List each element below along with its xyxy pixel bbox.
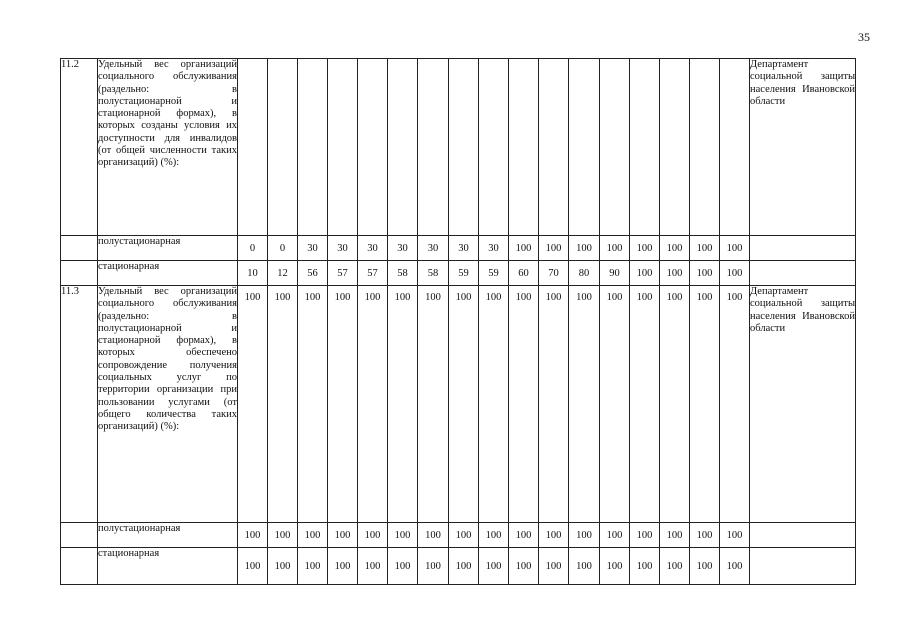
value-cell: 100 <box>268 548 298 585</box>
value-cell: 100 <box>328 548 358 585</box>
form-label: стационарная <box>98 261 238 286</box>
value-cell <box>600 59 630 236</box>
value-cell: 60 <box>509 261 539 286</box>
form-label: полустационарная <box>98 523 238 548</box>
value-cell: 59 <box>479 261 509 286</box>
value-cell: 100 <box>660 261 690 286</box>
value-cell: 100 <box>479 523 509 548</box>
value-cell <box>388 59 418 236</box>
value-cell <box>630 59 660 236</box>
section-number: 11.2 <box>61 59 98 236</box>
subrow <box>61 261 856 286</box>
value-cell: 100 <box>539 286 569 523</box>
value-cell: 80 <box>569 261 600 286</box>
value-cell: 100 <box>388 548 418 585</box>
value-cell: 100 <box>238 286 268 523</box>
value-cell: 30 <box>328 236 358 261</box>
value-cell: 100 <box>600 286 630 523</box>
value-cell <box>358 59 388 236</box>
value-cell <box>720 59 750 236</box>
value-cell: 100 <box>539 548 569 585</box>
value-cell: 100 <box>569 286 600 523</box>
value-cell <box>268 59 298 236</box>
value-cell: 30 <box>388 236 418 261</box>
value-cell <box>449 59 479 236</box>
value-cell <box>238 59 268 236</box>
indicators-table <box>60 58 856 585</box>
value-cell: 100 <box>449 548 479 585</box>
value-cell: 100 <box>358 523 388 548</box>
value-cell: 57 <box>328 261 358 286</box>
form-label: стационарная <box>98 548 238 585</box>
responsible-department: Департамент социальной защиты населения Ивановской области <box>750 59 856 236</box>
value-cell: 100 <box>539 523 569 548</box>
value-cell: 100 <box>509 548 539 585</box>
value-cell <box>418 59 449 236</box>
value-cell: 100 <box>720 286 750 523</box>
subrow <box>61 548 856 585</box>
value-cell: 100 <box>479 286 509 523</box>
value-cell: 100 <box>720 523 750 548</box>
value-cell: 90 <box>600 261 630 286</box>
value-cell: 57 <box>358 261 388 286</box>
empty-cell <box>750 548 856 585</box>
indicator-name: Удельный вес организаций социального обслуживания (раздельно: в полустационарной и стационарной формах), в которых созданы условия их доступности для инвалидов (от общей численности таких организаций) (%): <box>98 59 238 236</box>
value-cell: 100 <box>600 548 630 585</box>
subrow <box>61 236 856 261</box>
indicator-name: Удельный вес организаций социального обслуживания (раздельно: в полустационарной и стационарной формах), в которых обеспечено сопровождение получения социальных услуг по территории организации при пользовании услугами (от общего количества таких организаций) (%): <box>98 286 238 523</box>
value-cell: 30 <box>479 236 509 261</box>
subrow <box>61 523 856 548</box>
value-cell: 12 <box>268 261 298 286</box>
value-cell: 30 <box>358 236 388 261</box>
section-row <box>61 59 856 236</box>
value-cell: 100 <box>268 286 298 523</box>
value-cell: 100 <box>509 286 539 523</box>
value-cell: 100 <box>720 548 750 585</box>
value-cell: 100 <box>358 286 388 523</box>
value-cell: 100 <box>298 548 328 585</box>
value-cell: 100 <box>690 523 720 548</box>
value-cell: 100 <box>539 236 569 261</box>
empty-cell <box>750 236 856 261</box>
value-cell: 100 <box>600 523 630 548</box>
value-cell: 100 <box>238 523 268 548</box>
value-cell: 58 <box>388 261 418 286</box>
value-cell: 100 <box>660 286 690 523</box>
value-cell: 100 <box>268 523 298 548</box>
empty-cell <box>61 548 98 585</box>
value-cell: 30 <box>449 236 479 261</box>
value-cell: 100 <box>418 523 449 548</box>
value-cell <box>479 59 509 236</box>
value-cell: 100 <box>449 286 479 523</box>
value-cell: 100 <box>660 236 690 261</box>
value-cell: 100 <box>569 236 600 261</box>
value-cell: 70 <box>539 261 569 286</box>
value-cell: 100 <box>569 548 600 585</box>
value-cell <box>298 59 328 236</box>
section-number: 11.3 <box>61 286 98 523</box>
value-cell <box>509 59 539 236</box>
responsible-department: Департамент социальной защиты населения Ивановской области <box>750 286 856 523</box>
value-cell: 100 <box>328 523 358 548</box>
page-number: 35 <box>858 30 870 44</box>
value-cell: 100 <box>630 523 660 548</box>
value-cell <box>569 59 600 236</box>
value-cell: 100 <box>509 236 539 261</box>
value-cell: 100 <box>449 523 479 548</box>
section-row <box>61 286 856 523</box>
value-cell: 58 <box>418 261 449 286</box>
value-cell: 10 <box>238 261 268 286</box>
value-cell: 100 <box>690 261 720 286</box>
value-cell: 100 <box>298 523 328 548</box>
value-cell: 30 <box>298 236 328 261</box>
value-cell: 100 <box>388 523 418 548</box>
value-cell: 56 <box>298 261 328 286</box>
empty-cell <box>750 523 856 548</box>
value-cell: 100 <box>238 548 268 585</box>
value-cell: 100 <box>358 548 388 585</box>
value-cell: 100 <box>569 523 600 548</box>
value-cell: 100 <box>630 286 660 523</box>
value-cell: 0 <box>268 236 298 261</box>
value-cell: 30 <box>418 236 449 261</box>
value-cell: 100 <box>600 236 630 261</box>
empty-cell <box>61 523 98 548</box>
value-cell: 100 <box>479 548 509 585</box>
value-cell: 59 <box>449 261 479 286</box>
value-cell: 100 <box>388 286 418 523</box>
value-cell: 0 <box>238 236 268 261</box>
value-cell: 100 <box>630 236 660 261</box>
value-cell: 100 <box>690 236 720 261</box>
value-cell: 100 <box>418 286 449 523</box>
value-cell <box>690 59 720 236</box>
value-cell <box>660 59 690 236</box>
value-cell: 100 <box>328 286 358 523</box>
value-cell: 100 <box>418 548 449 585</box>
value-cell: 100 <box>660 523 690 548</box>
empty-cell <box>61 236 98 261</box>
value-cell: 100 <box>690 286 720 523</box>
value-cell: 100 <box>630 548 660 585</box>
value-cell: 100 <box>720 236 750 261</box>
value-cell: 100 <box>630 261 660 286</box>
empty-cell <box>750 261 856 286</box>
value-cell <box>539 59 569 236</box>
value-cell: 100 <box>660 548 690 585</box>
empty-cell <box>61 261 98 286</box>
value-cell: 100 <box>509 523 539 548</box>
value-cell: 100 <box>720 261 750 286</box>
form-label: полустационарная <box>98 236 238 261</box>
value-cell: 100 <box>690 548 720 585</box>
value-cell <box>328 59 358 236</box>
value-cell: 100 <box>298 286 328 523</box>
